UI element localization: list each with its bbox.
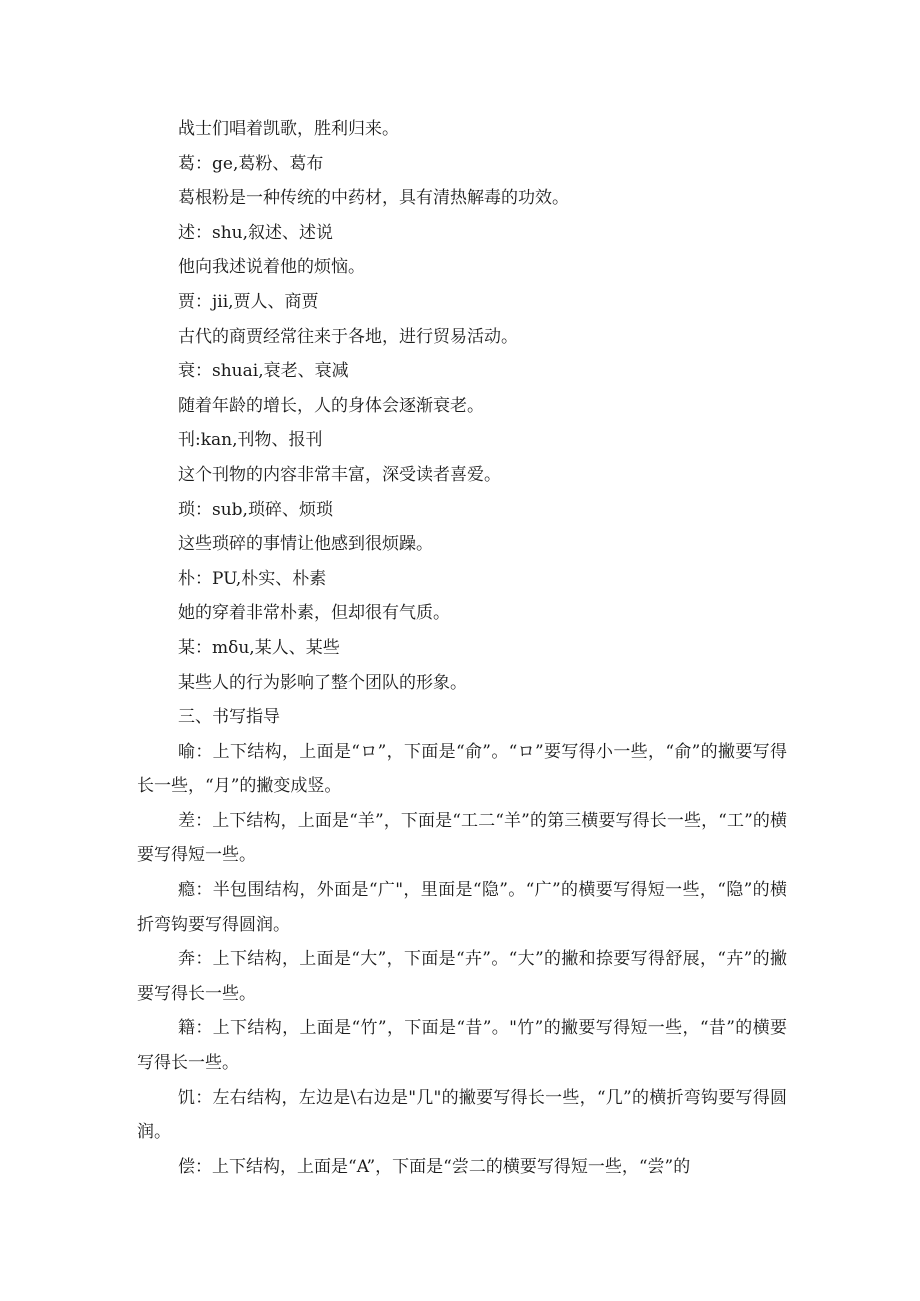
- example-sentence: 随着年龄的增长，人的身体会逐渐衰老。: [178, 395, 484, 416]
- writing-guide-paragraph: 奔：上下结构，上面是“大”，下面是“卉”。“大”的撇和捺要写得舒展，“卉”的撇要写得长一些。: [137, 949, 787, 1004]
- section-heading: 三、书写指导: [178, 707, 280, 728]
- writing-guide-paragraph: 喻：上下结构，上面是“ロ”，下面是“俞”。“ロ”要写得小一些，“俞”的撇要写得长一些，“月”的撇变成竖。: [137, 741, 787, 797]
- character-entry: 葛：ge,葛粉、葛布: [178, 153, 324, 174]
- example-sentence: 他向我述说着他的烦恼。: [178, 257, 365, 278]
- writing-guide-paragraph: 饥：左右结构，左边是\右边是"几"的撇要写得长一些，“几”的横折弯钩要写得圆润。: [137, 1087, 787, 1143]
- character-entry: 衰：shuai,衰老、衰减: [178, 361, 349, 382]
- example-sentence: 葛根粉是一种传统的中药材，具有清热解毒的功效。: [178, 188, 569, 209]
- character-entry: 朴：PU,朴实、朴素: [178, 568, 327, 589]
- character-entry: 琐：sub,琐碎、烦琐: [178, 499, 333, 520]
- writing-guide-paragraph: 偿：上下结构，上面是“A”，下面是“尝二的横要写得短一些，“尝”的: [178, 1156, 691, 1177]
- character-entry: 贾：jii,贾人、商贾: [178, 291, 319, 312]
- writing-guide-paragraph: 瘾：半包围结构，外面是“广"，里面是“隐”。“广”的横要写得短一些，“隐”的横折弯钩要写得圆润。: [137, 880, 787, 935]
- document-body: [137, 112, 787, 1184]
- writing-guide-paragraph: 籍：上下结构，上面是“竹”，下面是“昔”。"竹”的撇要写得短一些，“昔”的横要写得长一些。: [137, 1018, 787, 1074]
- character-entry: 述：shu,叙述、述说: [178, 222, 334, 243]
- character-entry: 刊:kan,刊物、报刊: [178, 430, 323, 451]
- example-sentence: 她的穿着非常朴素，但却很有气质。: [178, 603, 450, 624]
- writing-guide-paragraph: 差：上下结构，上面是“羊”，下面是“工二“羊”的第三横要写得长一些，“工”的横要写得短一些。: [137, 810, 787, 866]
- character-entry: 某：mδu,某人、某些: [178, 637, 340, 658]
- text-line: 战士们唱着凯歌，胜利归来。: [178, 119, 399, 139]
- example-sentence: 这些琐碎的事情让他感到很烦躁。: [178, 534, 433, 555]
- example-sentence: 这个刊物的内容非常丰富，深受读者喜爱。: [178, 464, 501, 485]
- example-sentence: 某些人的行为影响了整个团队的形象。: [178, 672, 467, 693]
- example-sentence: 古代的商贾经常往来于各地，进行贸易活动。: [178, 326, 518, 347]
